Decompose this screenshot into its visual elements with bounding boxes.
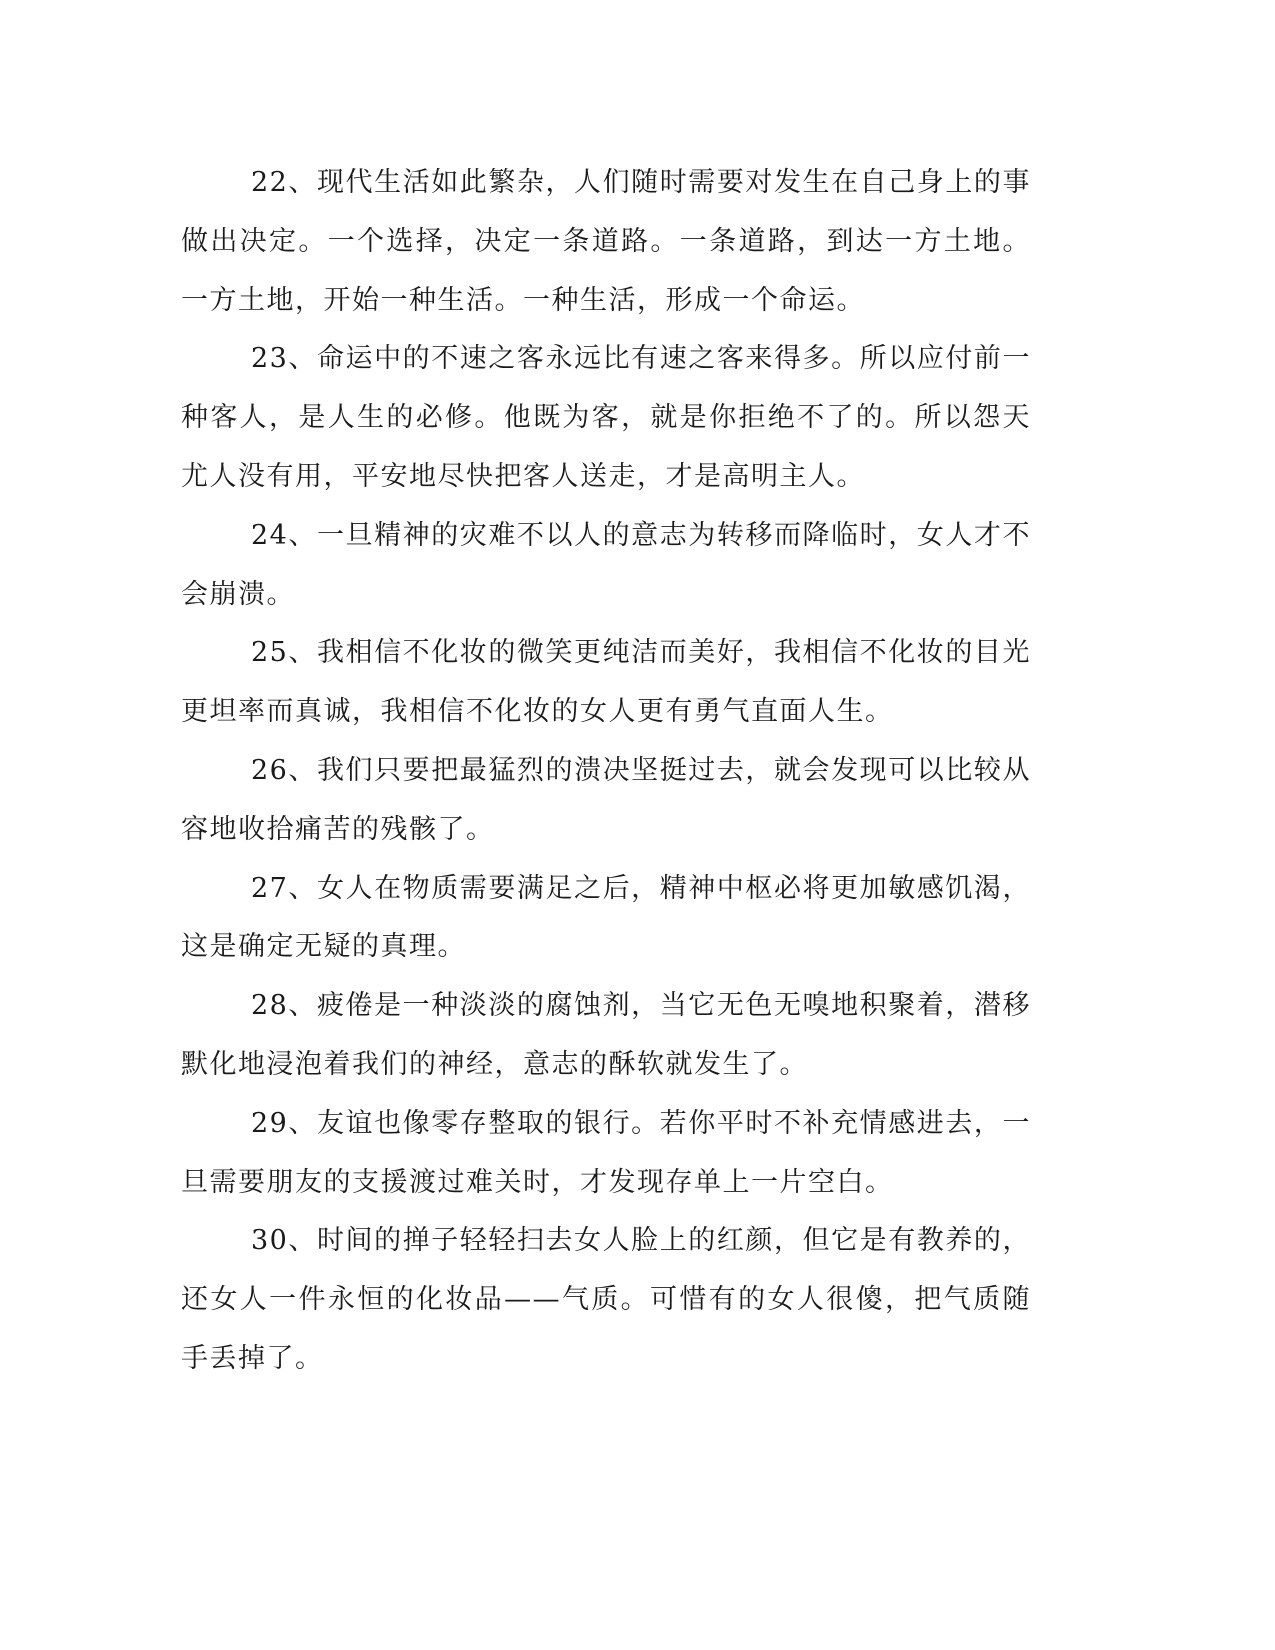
paragraph-24: 24、一旦精神的灾难不以人的意志为转移而降临时，女人才不会崩溃。 [181,519,1031,610]
document-body [181,154,1031,1389]
paragraph-22: 22、现代生活如此繁杂，人们随时需要对发生在自己身上的事做出决定。一个选择，决定一条道路。一条道路，到达一方土地。一方土地，开始一种生活。一种生活，形成一个命运。 [181,167,1031,316]
paragraph-27: 27、女人在物质需要满足之后，精神中枢必将更加敏感饥渴，这是确定无疑的真理。 [181,872,1031,963]
paragraph-23: 23、命运中的不速之客永远比有速之客来得多。所以应付前一种客人，是人生的必修。他既为客，就是你拒绝不了的。所以怨天尤人没有用，平安地尽快把客人送走，才是高明主人。 [181,343,1031,492]
paragraph-26: 26、我们只要把最猛烈的溃决坚挺过去，就会发现可以比较从容地收拾痛苦的残骸了。 [181,754,1031,845]
paragraph-29: 29、友谊也像零存整取的银行。若你平时不补充情感进去，一旦需要朋友的支援渡过难关时，才发现存单上一片空白。 [181,1107,1031,1198]
paragraph-25: 25、我相信不化妆的微笑更纯洁而美好，我相信不化妆的目光更坦率而真诚，我相信不化妆的女人更有勇气直面人生。 [181,637,1031,728]
paragraph-28: 28、疲倦是一种淡淡的腐蚀剂，当它无色无嗅地积聚着，潜移默化地浸泡着我们的神经，意志的酥软就发生了。 [181,990,1031,1080]
paragraph-30: 30、时间的掸子轻轻扫去女人脸上的红颜，但它是有教养的，还女人一件永恒的化妆品——气质。可惜有的女人很傻，把气质随手丢掉了。 [181,1225,1031,1374]
